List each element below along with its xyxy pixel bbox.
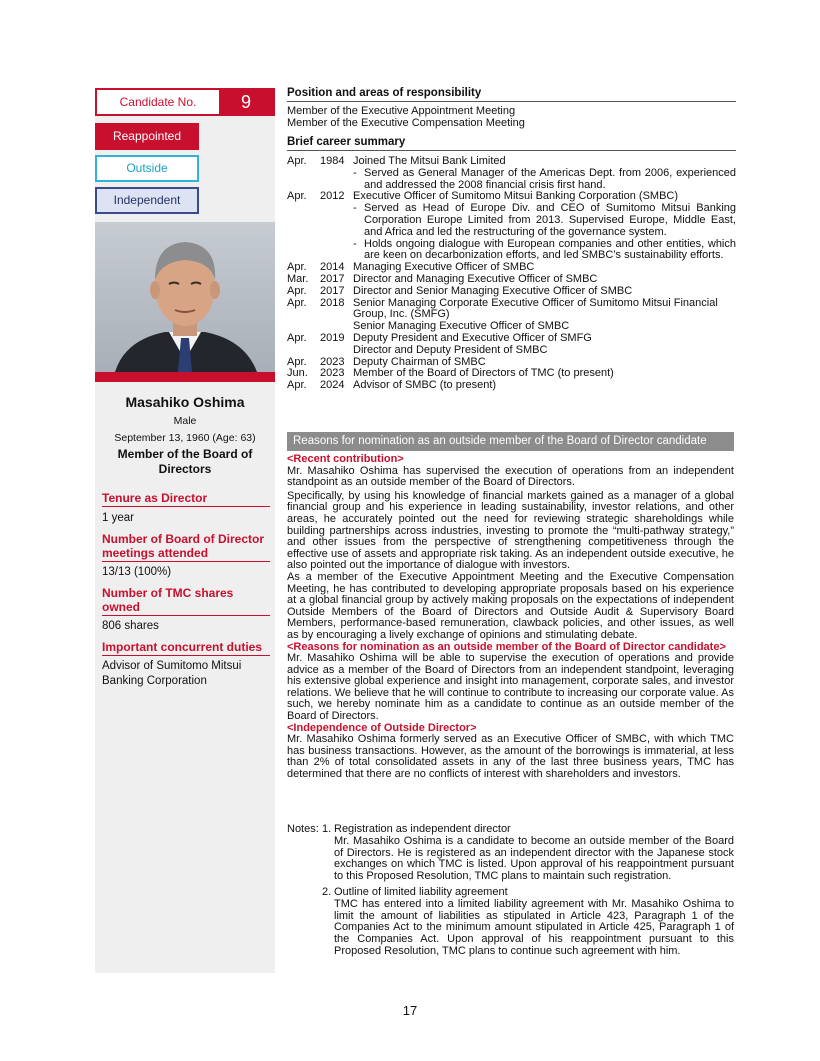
career-row [287,380,736,392]
candidate-birth: September 13, 1960 (Age: 63) [114,432,256,444]
career-row [287,298,736,333]
career-subitem [287,203,736,238]
outside-badge: Outside [95,155,199,182]
photo-accent-bar [95,372,275,382]
meetings-value: 13/13 (100%) [102,566,172,578]
career-month: Apr. [287,296,307,309]
tenure-heading: Tenure as Director [102,491,270,507]
note-body: Mr. Masahiko Oshima is a candidate to become an outside member of the Board of Directors. He is registered as an independent director with the Japanese stock exchanges on which TMC is listed. Upon approval of his reappointment pursuant to this Proposed Resolution, TMC plans to maintain such registration. [334,834,734,883]
career-year: 2017 [320,284,345,297]
career-text: Director and Senior Managing Executive Officer of SMBC [353,284,633,297]
career-text: Advisor of SMBC (to present) [353,379,497,392]
career-text: Executive Officer of Sumitomo Mitsui Banking Corporation (SMBC) [353,190,679,203]
career-month: Apr. [287,355,307,368]
career-month: Apr. [287,379,307,392]
career-text [353,333,736,357]
notes-label: Notes: [287,823,319,835]
shares-value: 806 shares [102,620,159,632]
note-body: TMC has entered into a limited liability agreement with Mr. Masahiko Oshima to limit the amount of liabilities as stipulated in Article 423, Paragraph 1 of the Companies Act to the minimum amount stipulated in Article 425, Paragraph 1 of the Companies Act. Upon approval of his reappointment pursuant to this Proposed Resolution, TMC plans to continue such agreement with him. [334,897,734,957]
career-year: 2023 [320,367,345,380]
reappointed-badge: Reappointed [95,123,199,150]
career-year: 2023 [320,355,345,368]
nomination-section-bar: Reasons for nomination as an outside member of the Board of Director candidate [287,432,734,451]
career-row [287,274,736,286]
career-subitem [287,239,736,263]
career-subtext: Served as Head of Europe Div. and CEO of Sumitomo Mitsui Banking Corporation Europe Limited from 2013. Supervised Europe, Middle East, and Africa and led the restructuring of the governance system. [364,202,736,238]
meetings-heading: Number of Board of Director meetings attended [102,532,270,562]
shares-heading: Number of TMC shares owned [102,586,270,616]
note-number: 1. [322,823,332,835]
candidate-label: Candidate No. [119,95,197,109]
position-item: Member of the Executive Compensation Meeting [287,116,525,129]
duties-value: Advisor of Sumitomo Mitsui Banking Corporation [102,660,242,687]
nomination-reasons-paragraph: Mr. Masahiko Oshima will be able to supervise the execution of operations and provide advice as a member of the Board of Directors from an independent standpoint, leveraging his extensive global experience and insight into management, corporate sales, and investor relations. We believe that he will continue to contribute to increasing our corporate value. As such, we hereby nominate him as a candidate to continue as an outside member of the Board of Directors. [287,652,734,723]
career-year: 2018 [320,296,345,309]
career-text: Joined The Mitsui Bank Limited [353,155,506,167]
note-title: Registration as independent director [334,823,511,835]
career-text-line: Senior Managing Corporate Executive Officer of Sumitomo Mitsui Financial Group, Inc. (SMFG) [353,296,718,321]
career-month: Mar. [287,272,309,285]
duties-heading: Important concurrent duties [102,640,270,656]
career-dash: - [353,202,357,215]
independent-badge: Independent [95,187,199,214]
candidate-number-box [95,88,275,116]
career-dash: - [353,237,357,250]
notes-section [287,824,734,958]
career-text: Managing Executive Officer of SMBC [353,261,535,274]
career-month: Apr. [287,284,307,297]
note-title: Outline of limited liability agreement [334,885,508,898]
career-text-line: Director and Deputy President of SMBC [353,343,548,356]
position-item: Member of the Executive Appointment Meeting [287,105,516,117]
career-year: 2024 [320,379,345,392]
career-text-line: Deputy President and Executive Officer of SMFG [353,331,592,344]
career-text [353,298,736,333]
career-text: Director and Managing Executive Officer of SMBC [353,272,598,285]
recent-contribution-heading: <Recent contribution> [287,453,404,465]
tenure-value: 1 year [102,512,134,524]
candidate-gender: Male [173,415,197,427]
career-year: 2012 [320,190,345,203]
position-list [287,106,734,129]
recent-contribution-paragraph: Specifically, by using his knowledge of financial markets gained as a manager of a global financial group and his experience in leading sustainability, investor relations, and other areas, he accurately pointed out the need for reviewing strategic shareholdings while building partnerships across industries, investing to promote the “multi-pathway strategy,” and other issues from the perspective of strengthening competitiveness through the effective use of assets and appropriate risk taking. As an independent outside executive, he also pointed out the importance of dialogue with investors. [287,489,734,572]
career-subtext: Holds ongoing dialogue with European companies and other entities, which are keen on decarbonization efforts, and led SMBC’s sustainability efforts. [364,237,736,262]
note-number: 2. [322,885,332,898]
page-number: 17 [402,1003,418,1018]
career-subtext: Served as General Manager of the Americas Dept. from 2006, experienced and addressed the 2008 financial crisis first hand. [364,166,736,191]
career-month: Apr. [287,261,307,274]
career-list [287,156,736,392]
portrait-photo [95,222,275,372]
note-2 [287,887,734,899]
candidate-role: Member of the Board of Directors [117,447,253,476]
career-subitem [287,168,736,192]
career-month: Apr. [287,155,307,167]
career-year: 2019 [320,331,345,344]
career-text: Member of the Board of Directors of TMC (to present) [353,367,614,380]
recent-contribution-paragraph: Mr. Masahiko Oshima has supervised the execution of operations from an independent standpoint as an outside member of the Board of Directors. [287,464,734,489]
candidate-name: Masahiko Oshima [125,394,245,410]
career-text-line: Senior Managing Executive Officer of SMBC [353,320,570,333]
career-month: Apr. [287,190,307,203]
independence-heading: <Independence of Outside Director> [287,721,477,734]
career-year: 2017 [320,272,345,285]
nomination-reasons-heading: <Reasons for nomination as an outside member of the Board of Director candidate> [287,640,726,653]
portrait-illustration [95,222,275,372]
career-text: Deputy Chairman of SMBC [353,355,486,368]
career-month: Apr. [287,331,307,344]
career-dash: - [353,166,357,179]
career-month: Jun. [287,367,308,380]
candidate-number: 9 [219,90,273,114]
career-year: 2014 [320,261,345,274]
recent-contribution-paragraph: As a member of the Executive Appointment Meeting and the Executive Compensation Meeting, he has contributed to developing appropriate proposals based on his experience at a global financial group by actively making proposals on the expectations of independent Outside Members of the Board of Directors and Outside Audit & Supervisory Board Members, performance-based remuneration, clawback policies, and other issues, as well as by encouraging a lively exchange of opinions and stimulating debate. [287,570,734,641]
nomination-body [287,454,734,781]
career-row [287,333,736,357]
career-heading: Brief career summary [287,136,736,151]
profile-sidebar [95,88,275,973]
career-year: 1984 [320,155,345,167]
position-heading: Position and areas of responsibility [287,87,736,102]
independence-paragraph: Mr. Masahiko Oshima formerly served as an Executive Officer of SMBC, with which TMC has business transactions. However, as the amount of the borrowings is immaterial, at less than 2% of total consolidated assets in any of the last three business years, TMC has determined that there are no conflicts of interest with shareholders and investors. [287,733,734,781]
